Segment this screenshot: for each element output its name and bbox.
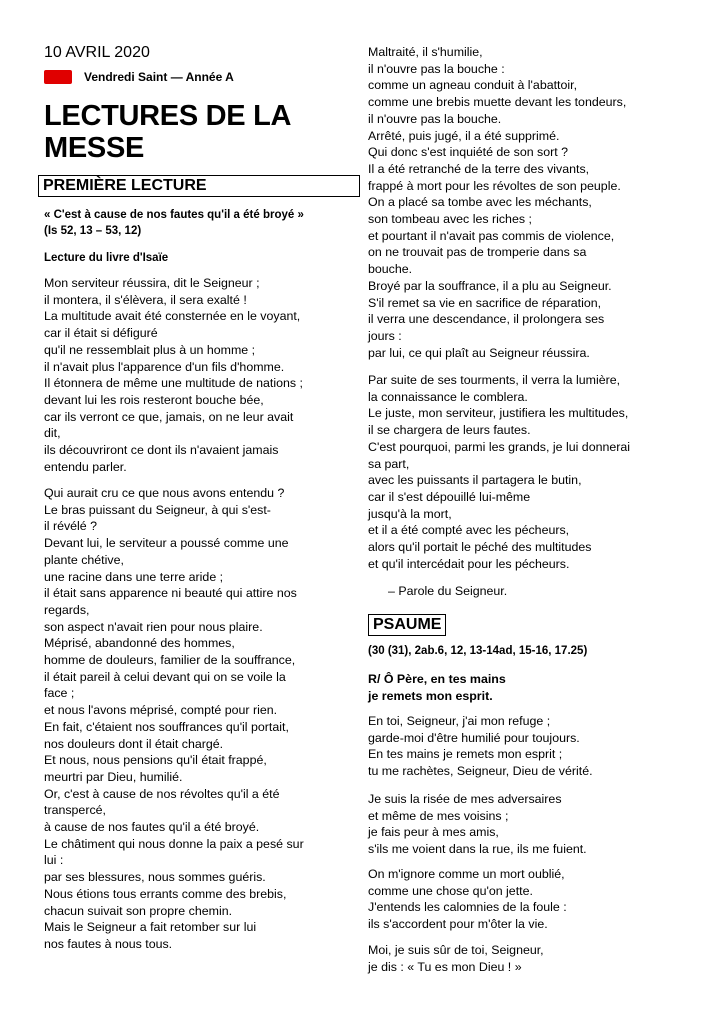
text-line: Broyé par la souffrance, il a plu au Seigneur. <box>368 278 612 293</box>
liturgical-day <box>44 70 234 84</box>
page-title-line-2: MESSE <box>44 132 145 164</box>
text-line: devant lui les rois resteront bouche bée, <box>44 392 264 407</box>
psalm-reference-line: (30 (31), 2ab.6, 12, 13-14ad, 15-16, 17.25) <box>368 645 588 657</box>
text-line: Or, c'est à cause de nos révoltes qu'il a été <box>44 786 280 801</box>
text-line: Devant lui, le serviteur a poussé comme une <box>44 536 289 551</box>
text-line: En tes mains je remets mon esprit ; <box>368 747 563 762</box>
text-line: regards, <box>44 602 90 617</box>
text-line: il était sans apparence ni beauté qui attire nos <box>44 586 297 601</box>
text-line: nos douleurs dont il était chargé. <box>44 736 224 751</box>
text-line: s'ils me voient dans la rue, ils me fuient. <box>368 842 587 857</box>
psalm-refrain-line: je remets mon esprit. <box>368 688 493 703</box>
intro-line: Lecture du livre d'Isaïe <box>44 252 169 264</box>
text-line: ils découvriront ce dont ils n'avaient jamais <box>44 443 279 458</box>
liturgical-color-marker <box>44 70 72 84</box>
text-line: ils s'accordent pour m'ôter la vie. <box>368 917 548 932</box>
text-line: qu'il ne ressemblait plus à un homme ; <box>44 342 256 357</box>
text-line: car il était si défiguré <box>44 326 158 341</box>
text-line: et pourtant il n'avait pas commis de violence, <box>368 228 615 243</box>
text-line: avec les puissants il partagera le butin, <box>368 473 582 488</box>
text-line: Maltraité, il s'humilie, <box>368 45 483 59</box>
psalm-reference <box>368 643 587 659</box>
text-line: Par suite de ses tourments, il verra la lumière, <box>368 373 621 387</box>
reading-stanza-1 <box>44 275 303 475</box>
refrain-line: « C'est à cause de nos fautes qu'il a été broyé » <box>44 209 304 221</box>
text-line: on ne trouvait pas de tromperie dans sa <box>368 245 587 260</box>
first-reading-refrain <box>44 207 304 239</box>
text-line: Qui aurait cru ce que nous avons entendu ? <box>44 486 285 500</box>
text-line: il n'avait plus l'apparence d'un fils d'homme. <box>44 359 285 374</box>
text-line: En fait, c'étaient nos souffrances qu'il portait, <box>44 719 289 734</box>
text-line: jours : <box>368 328 402 343</box>
psalm-stanza-3 <box>368 866 567 933</box>
text-line: son tombeau avec les riches ; <box>368 212 532 227</box>
text-line: car il s'est dépouillé lui-même <box>368 489 531 504</box>
text-line: il révélé ? <box>44 519 98 534</box>
text-line: Il a été retranché de la terre des vivants, <box>368 161 590 176</box>
text-line: S'il remet sa vie en sacrifice de réparation, <box>368 295 602 310</box>
text-line: et nous l'avons méprisé, compté pour rien. <box>44 703 278 718</box>
text-line: J'entends les calomnies de la foule : <box>368 900 567 915</box>
text-line: il montera, il s'élèvera, il sera exalté ! <box>44 292 247 307</box>
text-line: Le châtiment qui nous donne la paix a pesé sur <box>44 836 304 851</box>
text-line: face ; <box>44 686 75 701</box>
text-line: Je suis la risée de mes adversaires <box>368 792 562 806</box>
text-line: comme un agneau conduit à l'abattoir, <box>368 78 578 93</box>
first-reading-heading: PREMIÈRE LECTURE <box>38 175 360 197</box>
psalm-stanza-1 <box>368 713 593 780</box>
text-line: jusqu'à la mort, <box>368 506 452 521</box>
text-line: dit, <box>44 426 61 441</box>
text-line: Et nous, nous pensions qu'il était frappé, <box>44 753 267 768</box>
text-line: chacun suivait son propre chemin. <box>44 903 233 918</box>
text-line: Arrêté, puis jugé, il a été supprimé. <box>368 128 560 143</box>
text-line: Moi, je suis sûr de toi, Seigneur, <box>368 943 544 957</box>
reading-stanza-2 <box>44 485 304 953</box>
text-line: Le bras puissant du Seigneur, à qui s'est- <box>44 502 271 517</box>
text-line: transpercé, <box>44 803 106 818</box>
psalm-stanza-4 <box>368 942 544 975</box>
text-line: et même de mes voisins ; <box>368 808 509 823</box>
text-line: une racine dans une terre aride ; <box>44 569 224 584</box>
text-line: je dis : « Tu es mon Dieu ! » <box>368 959 522 974</box>
psalm-heading: PSAUME <box>368 614 446 636</box>
text-line: Nous étions tous errants comme des brebis, <box>44 886 287 901</box>
text-line: garde-moi d'être humilié pour toujours. <box>368 730 580 745</box>
text-line: Le juste, mon serviteur, justifiera les multitudes, <box>368 406 629 421</box>
text-line: plante chétive, <box>44 552 124 567</box>
text-line: il était pareil à celui devant qui on se voile la <box>44 669 286 684</box>
text-line: C'est pourquoi, parmi les grands, je lui donnerai <box>368 439 631 454</box>
liturgical-day-label: Vendredi Saint — Année A <box>84 70 234 84</box>
text-line: tu me rachètes, Seigneur, Dieu de vérité. <box>368 764 593 779</box>
text-line: lui : <box>44 853 64 868</box>
text-line: à cause de nos fautes qu'il a été broyé. <box>44 820 260 835</box>
reference-line: (Is 52, 13 – 53, 12) <box>44 225 142 237</box>
text-line: sa part, <box>368 456 410 471</box>
closing-line: – Parole du Seigneur. <box>388 584 508 598</box>
page-title <box>44 100 360 164</box>
reading-intro <box>44 250 168 266</box>
text-line: son aspect n'avait rien pour nous plaire. <box>44 619 263 634</box>
text-line: Méprisé, abandonné des hommes, <box>44 636 235 651</box>
psalm-stanza-2 <box>368 791 587 858</box>
text-line: bouche. <box>368 262 413 277</box>
page-date: 10 AVRIL 2020 <box>44 44 150 61</box>
text-line: et il a été compté avec les pécheurs, <box>368 523 570 538</box>
text-line: Mon serviteur réussira, dit le Seigneur ; <box>44 276 260 290</box>
text-line: La multitude avait été consternée en le voyant, <box>44 309 301 324</box>
text-line: comme une chose qu'on jette. <box>368 883 533 898</box>
reading-closing <box>388 583 507 599</box>
text-line: il n'ouvre pas la bouche : <box>368 61 505 76</box>
text-line: je fais peur à mes amis, <box>368 825 499 840</box>
text-line: par ses blessures, nous sommes guéris. <box>44 870 266 885</box>
text-line: il n'ouvre pas la bouche. <box>368 111 502 126</box>
text-line: entendu parler. <box>44 459 127 474</box>
text-line: On m'ignore comme un mort oublié, <box>368 867 565 881</box>
text-line: alors qu'il portait le péché des multitudes <box>368 540 592 555</box>
text-line: Mais le Seigneur a fait retomber sur lui <box>44 920 257 935</box>
page-title-line-1: LECTURES DE LA <box>44 100 292 132</box>
text-line: En toi, Seigneur, j'ai mon refuge ; <box>368 714 551 728</box>
text-line: homme de douleurs, familier de la souffrance, <box>44 653 296 668</box>
psalm-refrain-line: R/ Ô Père, en tes mains <box>368 672 506 686</box>
text-line: car ils verront ce que, jamais, on ne leur avait <box>44 409 294 424</box>
text-line: Qui donc s'est inquiété de son sort ? <box>368 145 569 160</box>
text-line: On a placé sa tombe avec les méchants, <box>368 195 592 210</box>
reading-stanza-4 <box>368 372 630 572</box>
psalm-refrain <box>368 671 506 704</box>
text-line: nos fautes à nous tous. <box>44 936 173 951</box>
text-line: la connaissance le comblera. <box>368 389 528 404</box>
text-line: et qu'il intercédait pour les pécheurs. <box>368 556 570 571</box>
text-line: il se chargera de leurs fautes. <box>368 423 531 438</box>
text-line: comme une brebis muette devant les tondeurs, <box>368 95 627 110</box>
text-line: par lui, ce qui plaît au Seigneur réussira. <box>368 345 590 360</box>
text-line: Il étonnera de même une multitude de nations ; <box>44 376 303 391</box>
text-line: meurtri par Dieu, humilié. <box>44 769 183 784</box>
text-line: frappé à mort pour les révoltes de son peuple. <box>368 178 621 193</box>
text-line: il verra une descendance, il prolongera ses <box>368 312 605 327</box>
reading-stanza-3 <box>368 44 626 361</box>
